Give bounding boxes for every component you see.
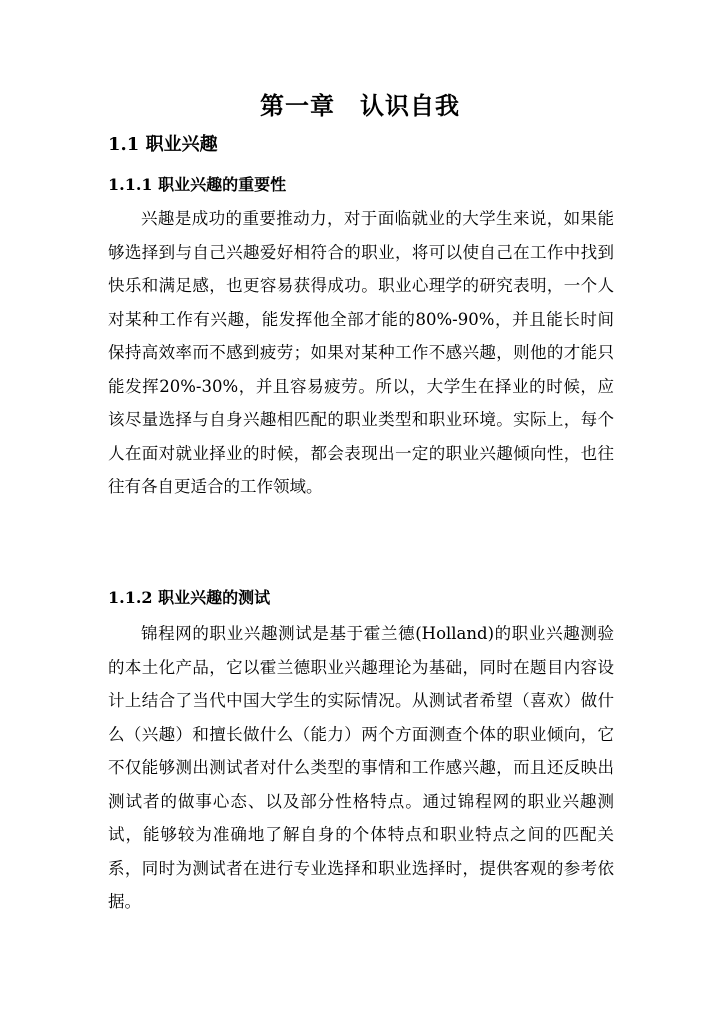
chapter-title: 第一章 认识自我 <box>260 91 460 120</box>
subsection-title-importance: 1.1.1 职业兴趣的重要性 <box>108 175 287 194</box>
paragraph-test: 锦程网的职业兴趣测试是基于霍兰德(Holland)的职业兴趣测验的本土化产品，它以霍兰德职业兴趣理论为基础，同时在题目内容设计上结合了当代中国大学生的实际情况。从测试者希望（喜欢）做什么（兴趣）和擅长做什么（能力）两个方面测查个体的职业倾向，它不仅能够测出测试者对什么类型的事情和工作感兴趣，而且还反映出测试者的做事心态、以及部分性格特点。通过锦程网的职业兴趣测试，能够较为准确地了解自身的个体特点和职业特点之间的匹配关系，同时为测试者在进行专业选择和职业选择时，提供客观的参考依据。 <box>108 624 614 911</box>
section-title: 1.1 职业兴趣 <box>108 134 218 155</box>
subsection-title-test: 1.1.2 职业兴趣的测试 <box>108 588 271 607</box>
paragraph-importance: 兴趣是成功的重要推动力，对于面临就业的大学生来说，如果能够选择到与自己兴趣爱好相符合的职业，将可以使自己在工作中找到快乐和满足感，也更容易获得成功。职业心理学的研究表明，一个人对某种工作有兴趣，能发挥他全部才能的80%-90%，并且能长时间保持高效率而不感到疲劳；如果对某种工作不感兴趣，则他的才能只能发挥20%-30%，并且容易疲劳。所以，大学生在择业的时候，应该尽量选择与自身兴趣相匹配的职业类型和职业环境。实际上，每个人在面对就业择业的时候，都会表现出一定的职业兴趣倾向性，也往往有各自更适合的工作领域。 <box>108 209 614 496</box>
